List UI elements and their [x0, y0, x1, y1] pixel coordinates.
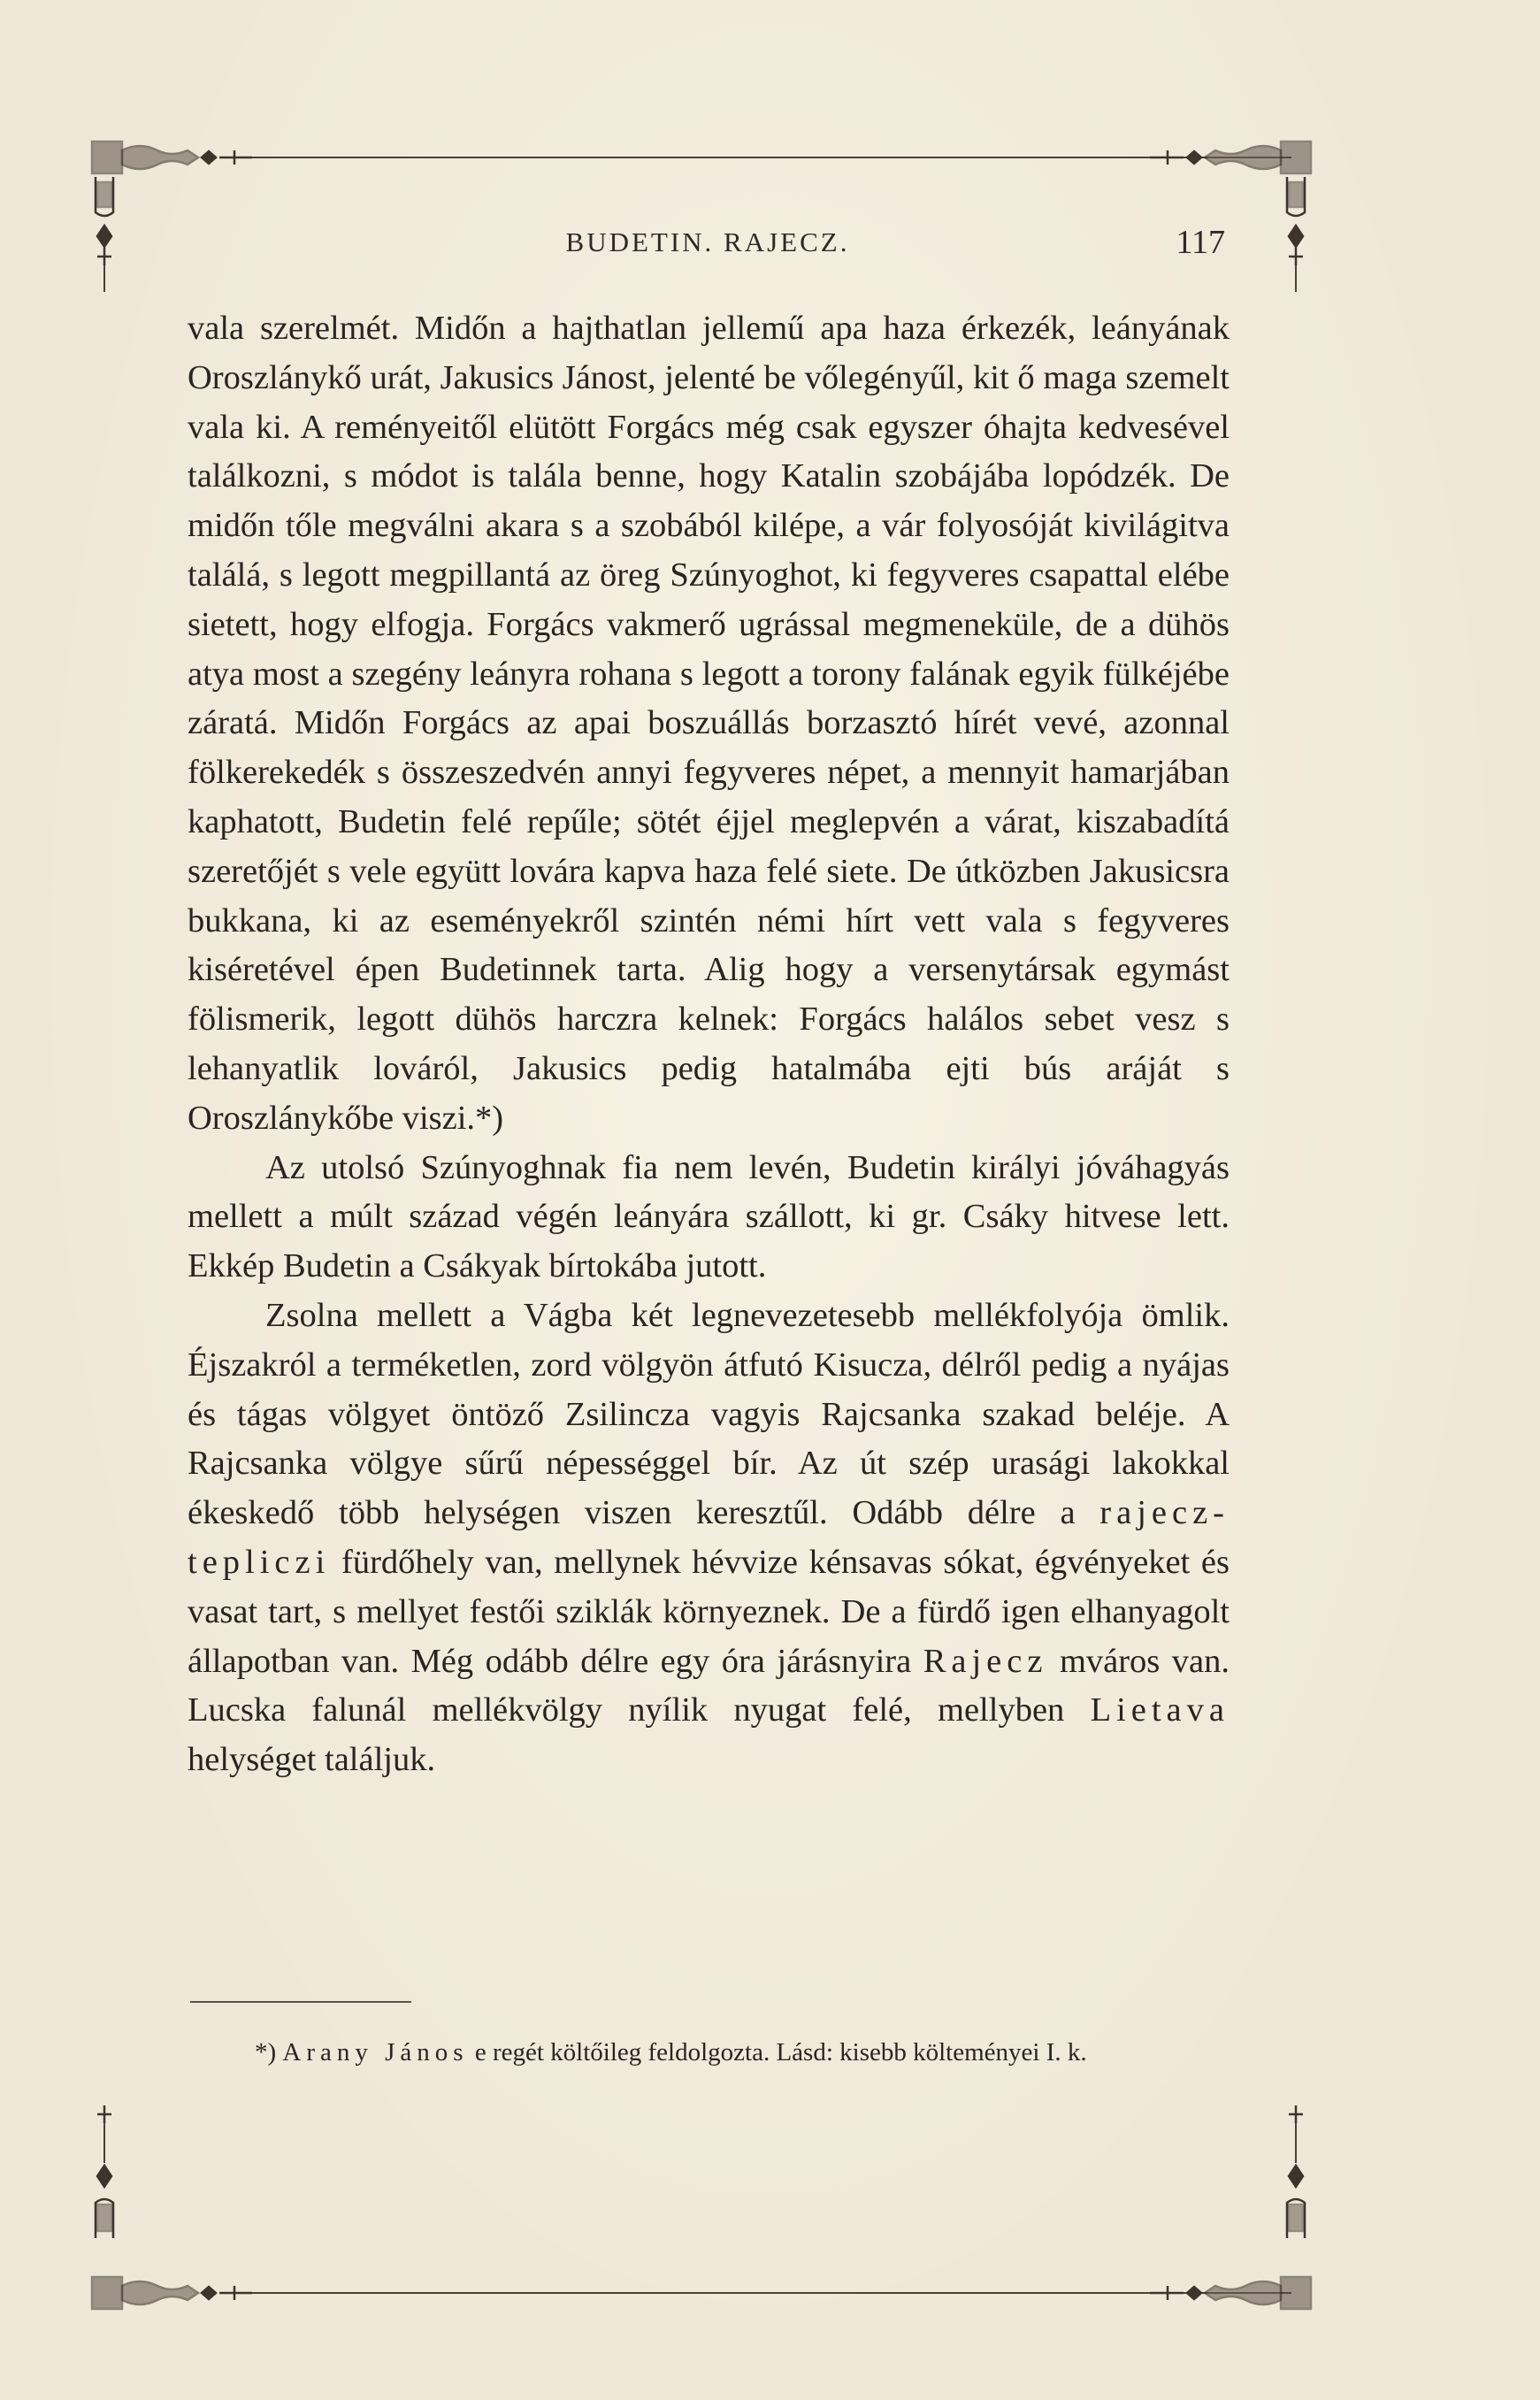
- spaced-text: Rajecz: [923, 1642, 1048, 1680]
- footnote-separator: [190, 2001, 411, 2003]
- footnote: [188, 2033, 1230, 2072]
- footnote-author: Arany János: [282, 2038, 469, 2066]
- paragraph: [188, 1292, 1230, 1785]
- text-run: *): [475, 1099, 504, 1137]
- spaced-text: Lietava: [1090, 1691, 1230, 1729]
- footnote-marker: *): [255, 2038, 277, 2066]
- main-text: [188, 304, 1230, 1785]
- text-run: Zsolna mellett a Vágba két legnevezetesebb mellékfolyója ömlik. Éjszakról a terméketlen, zord völgyön átfutó Kisucza, délről pedig a nyájas és tágas völgyet öntöző Zsilincza vagyis Rajcsanka szakad beléje. A Rajcsanka völgye sűrű népességgel bír. Az út szép urasági lakokkal ékeskedő több helységen viszen keresztűl. Odább délre a: [188, 1296, 1230, 1532]
- running-title: BUDETIN. RAJECZ.: [565, 226, 850, 257]
- footnote-text: e regét költőileg feldolgozta. Lásd: kisebb költeményei I. k.: [468, 2038, 1087, 2066]
- page-number: 117: [1176, 224, 1225, 261]
- text-run: vala szerelmét. Midőn a hajthatlan jellemű apa haza érkezék, leányának Oroszlánykő urát, Jakusics Jánost, jelenté be vőlegényűl, kit ő maga szemelt vala ki. A reményeitől elütött Forgács még csak egyszer óhajta kedvesével találkozni, s módot is talála benne, hogy Katalin szobájába lopódzék. De midőn tőle megválni akara s a szobából kilépe, a vár folyosóját kivilágitva találá, s legott megpillantá az öreg Szúnyoghot, ki fegyveres csapattal elébe sietett, hogy elfogja. Forgács vakmerő ugrással megmeneküle, de a dühös atya most a szegény leányra rohana s legott a torony falának egyik fülkéjébe záratá. Midőn Forgács az apai boszuállás borzasztó hírét vevé, azonnal fölkerekedék s összeszedvén annyi fegyveres népet, a mennyit hamarjában kaphatott, Budetin felé repűle; sötét éjjel meglepvén a várat, kiszabadítá szeretőjét s vele együtt lovára kapva haza felé siete. De útközben Jakusicsra bukkana, ki az eseményekről szintén némi hírt vett vala s fegyveres kiséretével épen Budetinnek tarta. Alig hogy a versenytársak egymást fölismerik, legott dühös harczra kelnek: Forgács halálos sebet vesz s lehanyatlik lováról, Jakusics pedig hatalmába ejti bús aráját s Oroszlánykőbe viszi.: [188, 310, 1230, 1137]
- footnotes: [188, 2033, 1230, 2072]
- running-header: [190, 221, 1225, 274]
- spaced-text: rajecz-tepliczi: [188, 1494, 1230, 1581]
- text-run: Az utolsó Szúnyoghnak fia nem levén, Budetin királyi jóváhagyás mellett a múlt század végén leányára szállott, ki gr. Csáky hitvese lett. Ekkép Budetin a Csákyak bírtokába jutott.: [188, 1148, 1230, 1285]
- paragraph: [188, 304, 1230, 1144]
- text-run: fürdőhely van, mellynek hévvize kénsavas sókat, égvényeket és vasat tart, s mellyet festői sziklák környeznek. De a fürdő igen elhanyagolt állapotban van. Még odább délre egy óra járásnyira: [188, 1543, 1230, 1680]
- paragraph: [188, 1144, 1230, 1292]
- bottom-right-corner-ornament: [1150, 2105, 1311, 2309]
- bottom-left-corner-ornament: [92, 2105, 252, 2309]
- text-run: helységet találjuk.: [188, 1741, 436, 1779]
- text-run: mváros van. Lucska falunál mellékvölgy nyílik nyugat felé, mellyben: [188, 1642, 1230, 1729]
